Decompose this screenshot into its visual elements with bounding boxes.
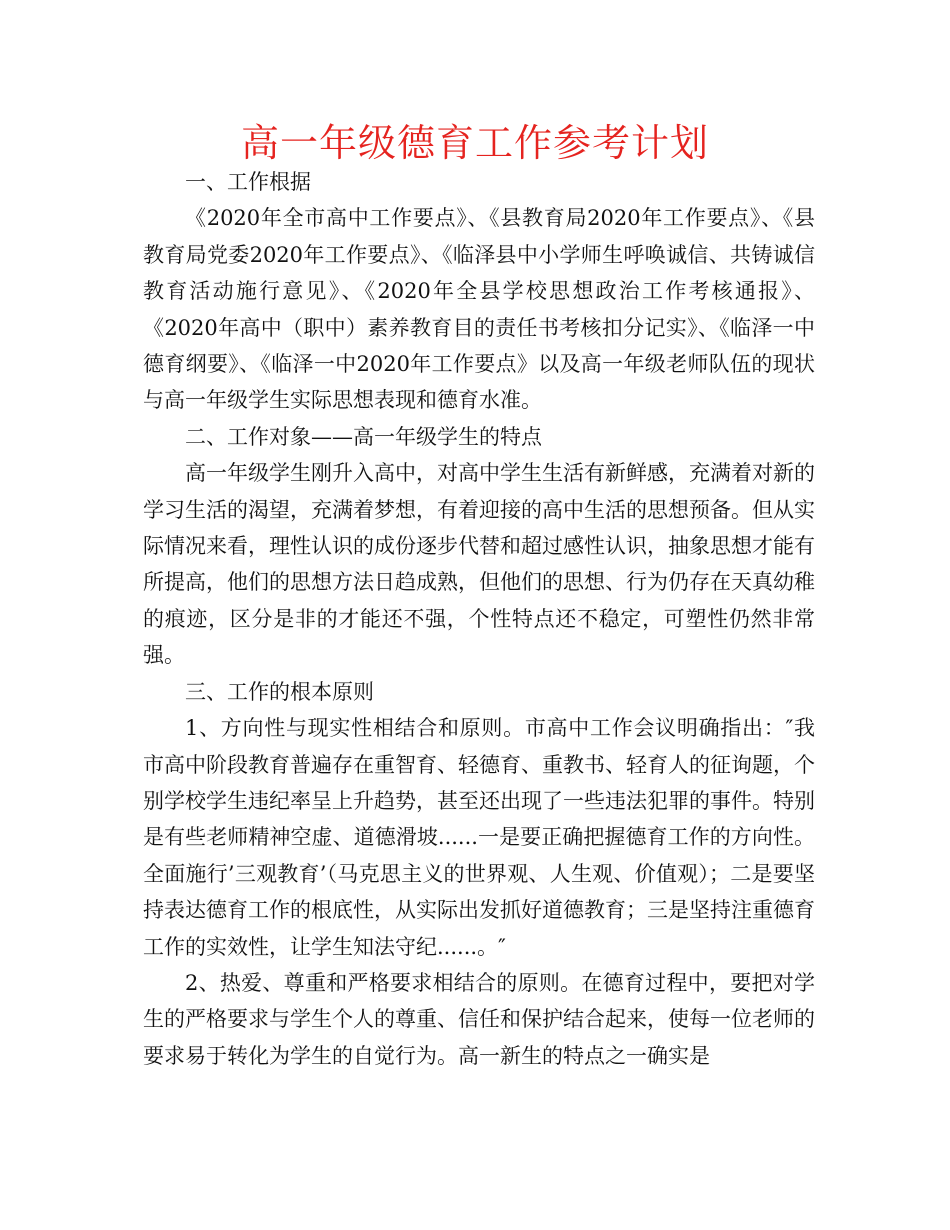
document-title: 高一年级德育工作参考计划 (240, 121, 709, 165)
section-heading-principles: 三、工作的根本原则 (185, 679, 374, 704)
paragraph-basis: 《2020年全市高中工作要点》、《县教育局2020年工作要点》、《县教育局党委2020年工作要点》、《临泽县中小学师生呼唤诚信、共铸诚信教育活动施行意见》、《2020年全县学校思想政治工作考核通报》、《2020年高中（职中）素养教育目的责任书考核扣分记实》、《临泽一中德育纲要》、《临泽一中2020年工作要点》以及高一年级老师队伍的现状与高一年级学生实际思想表现和德育水准。 (143, 206, 815, 413)
section-heading-target: 二、工作对象——高一年级学生的特点 (185, 424, 542, 449)
section-heading-basis: 一、工作根据 (185, 170, 311, 194)
paragraph-principle-2: 2、热爱、尊重和严格要求相结合的原则。在德育过程中，要把对学生的严格要求与学生个人的尊重、信任和保护结合起来，使每一位老师的要求易于转化为学生的自觉行为。高一新生的特点之一确实是 (143, 970, 815, 1068)
paragraph-principle-1: 1、方向性与现实性相结合和原则。市高中工作会议明确指出：″我市高中阶段教育普遍存在重智育、轻德育、重教书、轻育人的征询题，个别学校学生违纪率呈上升趋势，甚至还出现了一些违法犯罪的事件。特别是有些老师精神空虚、道德滑坡......一是要正确把握德育工作的方向性。全面施行’三观教育’（马克思主义的世界观、人生观、价值观）；二是要坚持表达德育工作的根底性，从实际出发抓好道德教育；三是坚持注重德育工作的实效性，让学生知法守纪......。″ (143, 716, 815, 959)
document-body (143, 164, 815, 1074)
paragraph-target: 高一年级学生刚升入高中，对高中学生生活有新鲜感，充满着对新的学习生活的渴望，充满着梦想，有着迎接的高中生活的思想预备。但从实际情况来看，理性认识的成份逐步代替和超过感性认识，抽象思想才能有所提高，他们的思想方法日趋成熟，但他们的思想、行为仍存在天真幼稚的痕迹，区分是非的才能还不强，个性特点还不稳定，可塑性仍然非常强。 (143, 461, 815, 668)
